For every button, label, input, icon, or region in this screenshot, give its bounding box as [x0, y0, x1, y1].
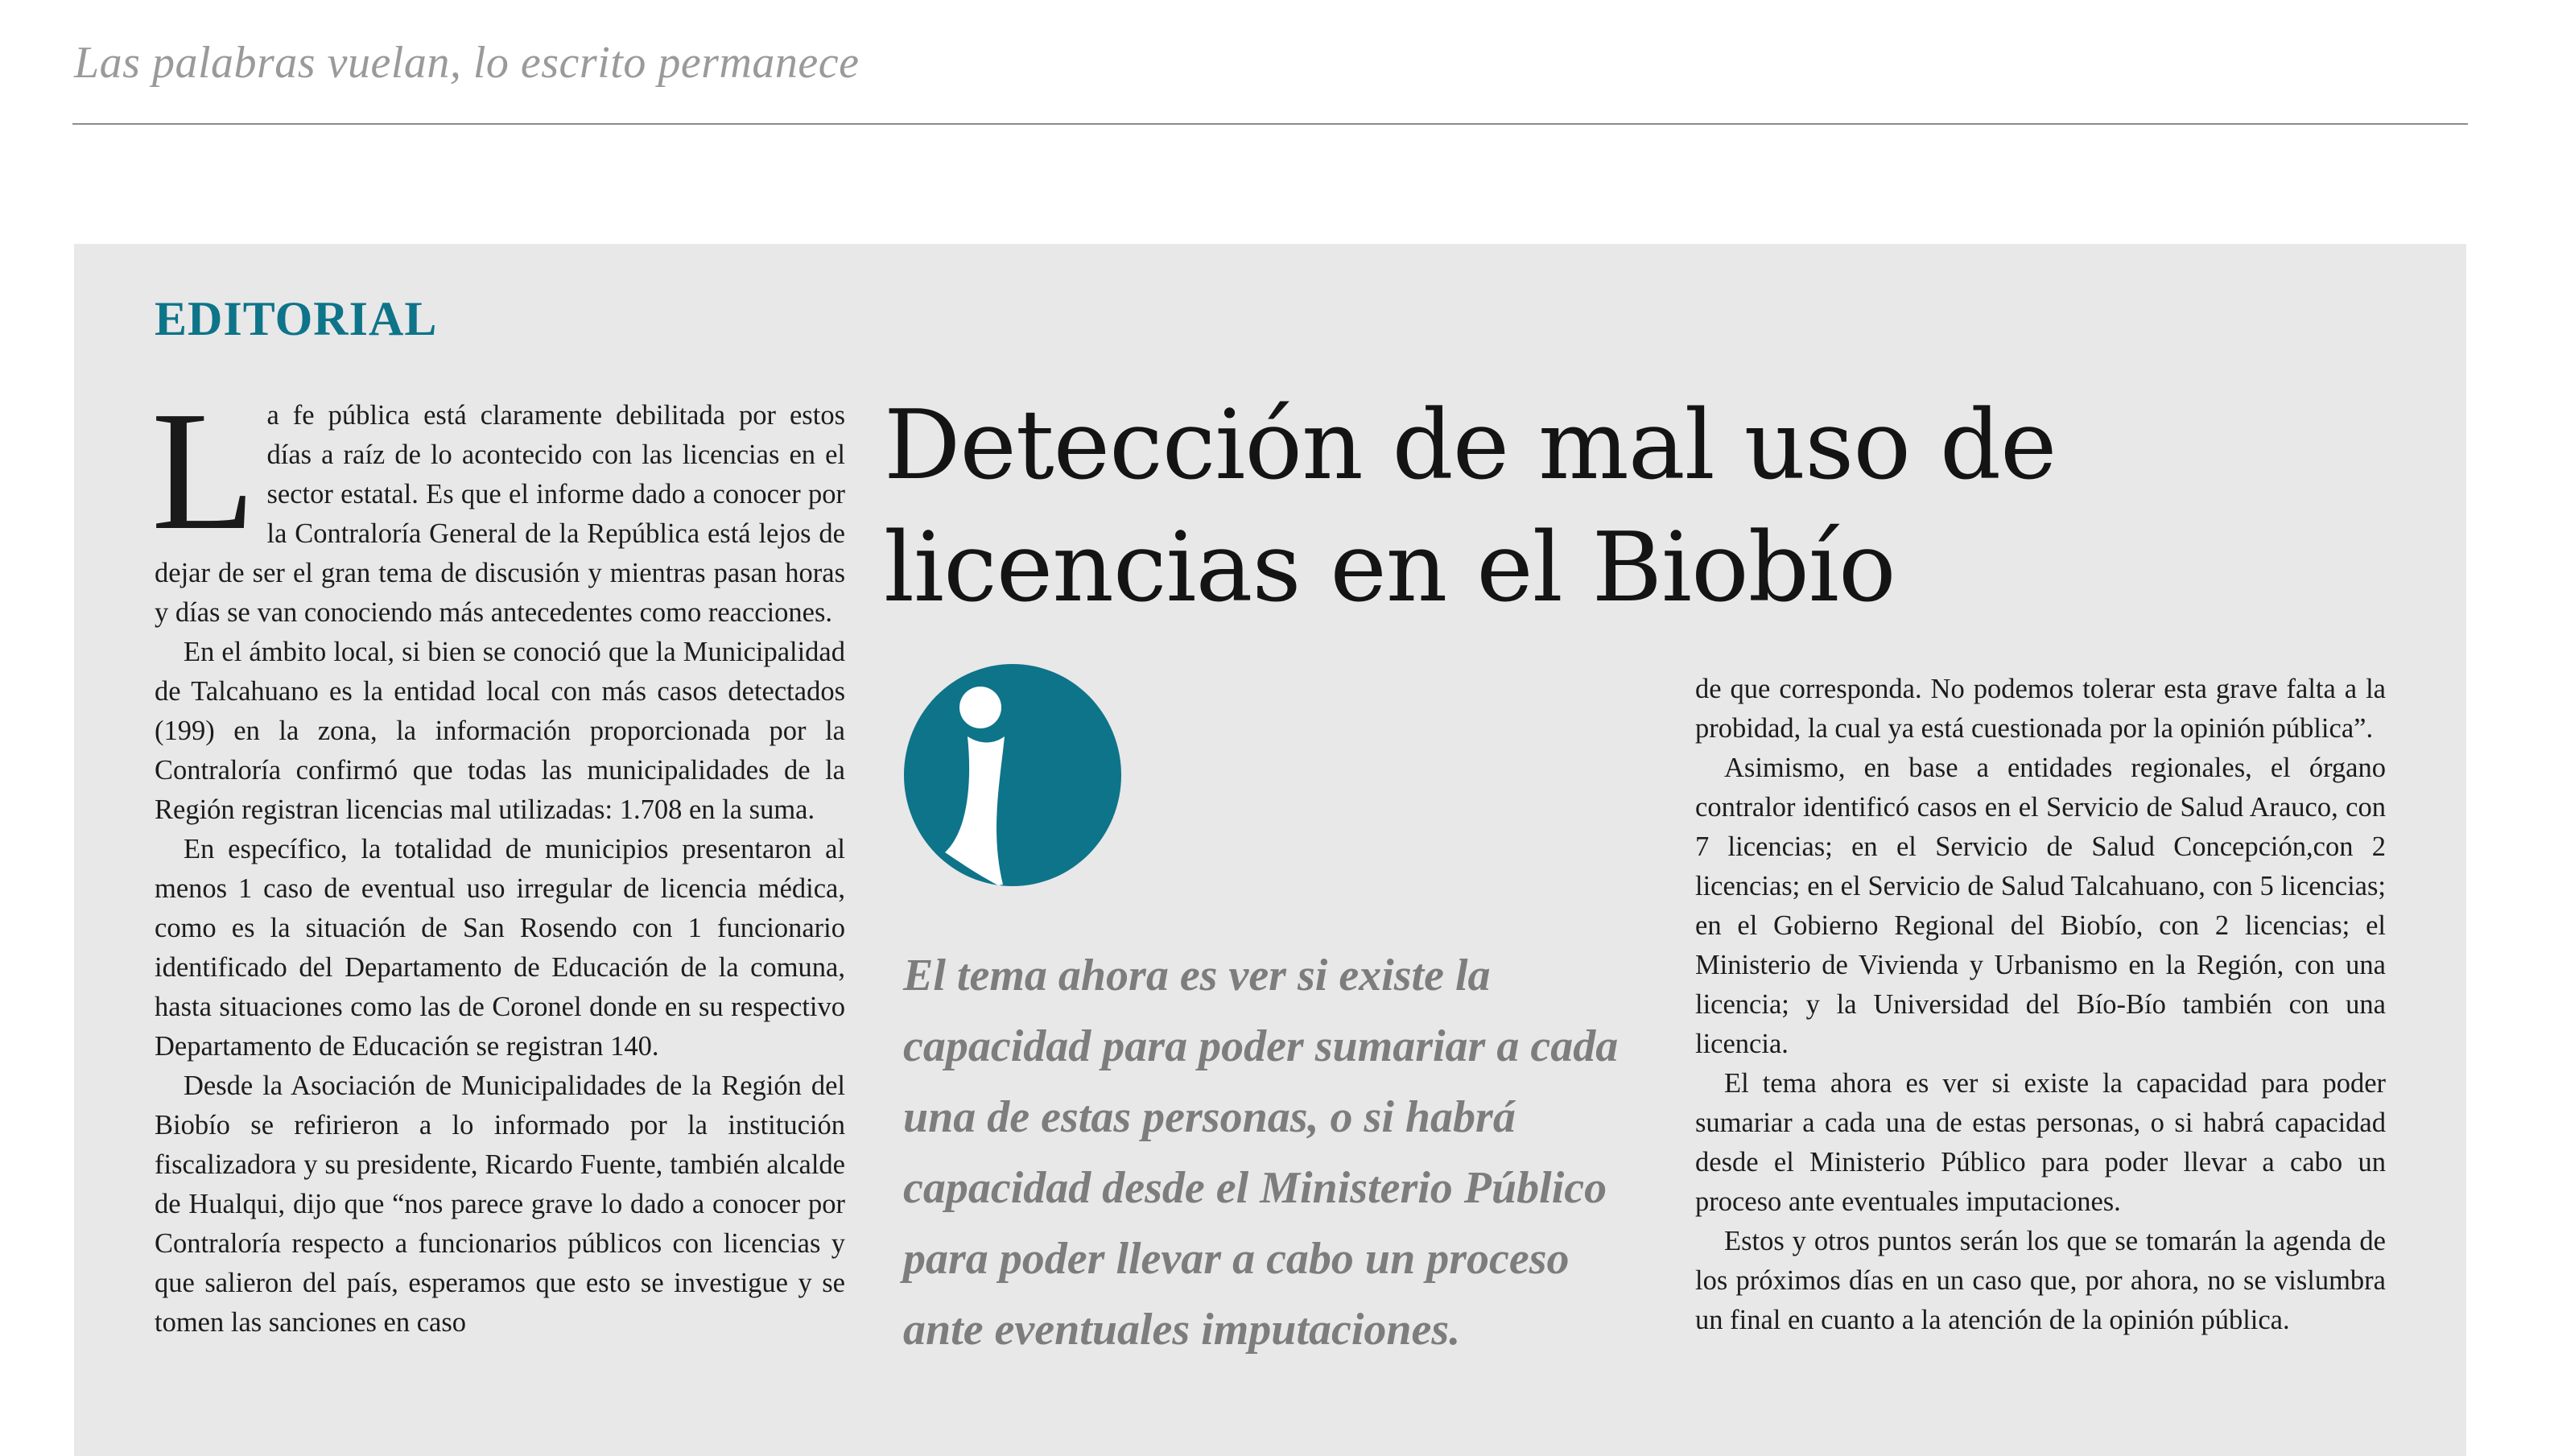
paragraph: El tema ahora es ver si existe la capacidad para poder sumariar a cada una de estas personas, o si habrá capacidad desde el Ministerio Público para poder llevar a cabo un proceso ante eventuales imputaciones.	[1695, 1068, 2386, 1217]
newspaper-tagline: Las palabras vuelan, lo escrito permanece	[74, 38, 860, 88]
pull-quote: El tema ahora es ver si existe la capacidad para poder sumariar a cada una de estas personas, o si habrá capacidad desde el Ministerio Público para poder llevar a cabo un proceso ante eventuales imputaciones.	[903, 951, 1619, 1355]
article-column-left	[151, 376, 845, 1343]
paragraph-text: a fe pública está claramente debilitada por estos días a raíz de lo acontecido con las licencias en el sector estatal. Es que el informe dado a conocer por la Contraloría General de la República está lejos de dejar de ser el gran tema de discusión y mientras pasan horas y días se van conociendo más antecedentes como reacciones.	[155, 400, 845, 628]
paragraph: Estos y otros puntos serán los que se tomarán la agenda de los próximos días en un caso que, por ahora, no se vislumbra un final en cuanto a la atención de la opinión pública.	[1695, 1226, 2386, 1335]
paragraph: En específico, la totalidad de municipios presentaron al menos 1 caso de eventual uso irregular de licencia médica, como es la situación de San Rosendo con 1 funcionario identificado del Departamento de Educación de la comuna, hasta situaciones como las de Coronel donde en su respectivo Departamento de Educación se registran 140.	[155, 834, 845, 1062]
paragraph	[151, 376, 845, 633]
header-divider	[72, 123, 2468, 125]
paragraph: En el ámbito local, si bien se conoció que la Municipalidad de Talcahuano es la entidad local con más casos detectados (199) en la zona, la información proporcionada por la Contraloría confirmó que todas las municipalidades de la Región registran licencias mal utilizadas: 1.708 en la suma.	[155, 637, 845, 825]
info-icon	[903, 662, 1122, 888]
paragraph: Desde la Asociación de Municipalidades de la Región del Biobío se refirieron a lo informado por la institución fiscalizadora y su presidente, Ricardo Fuente, también alcalde de Hualqui, dijo que “nos parece grave lo dado a conocer por Contraloría respecto a funcionarios públicos con licencias y que salieron del país, esperamos que esto se investigue y se tomen las sanciones en caso	[155, 1070, 845, 1338]
paragraph: Asimismo, en base a entidades regionales, el órgano contralor identificó casos en el Servicio de Salud Arauco, con 7 licencias; en el Servicio de Salud Concepción,con 2 licencias; en el Servicio de Salud Talcahuano, con 5 licencias; en el Gobierno Regional del Biobío, con 2 licencias; el Ministerio de Vivienda y Urbanismo en la Región, con una licencia; y la Universidad del Bío-Bío también con una licencia.	[1695, 753, 2386, 1059]
paragraph: de que corresponda. No podemos tolerar esta grave falta a la probidad, la cual ya está cuestionada por la opinión pública”.	[1695, 674, 2386, 744]
article-headline: Detección de mal uso de licencias en el Biobío	[884, 390, 2057, 624]
section-label: EDITORIAL	[155, 292, 438, 345]
drop-cap: L	[151, 376, 256, 565]
article-column-right	[1695, 670, 2386, 1340]
